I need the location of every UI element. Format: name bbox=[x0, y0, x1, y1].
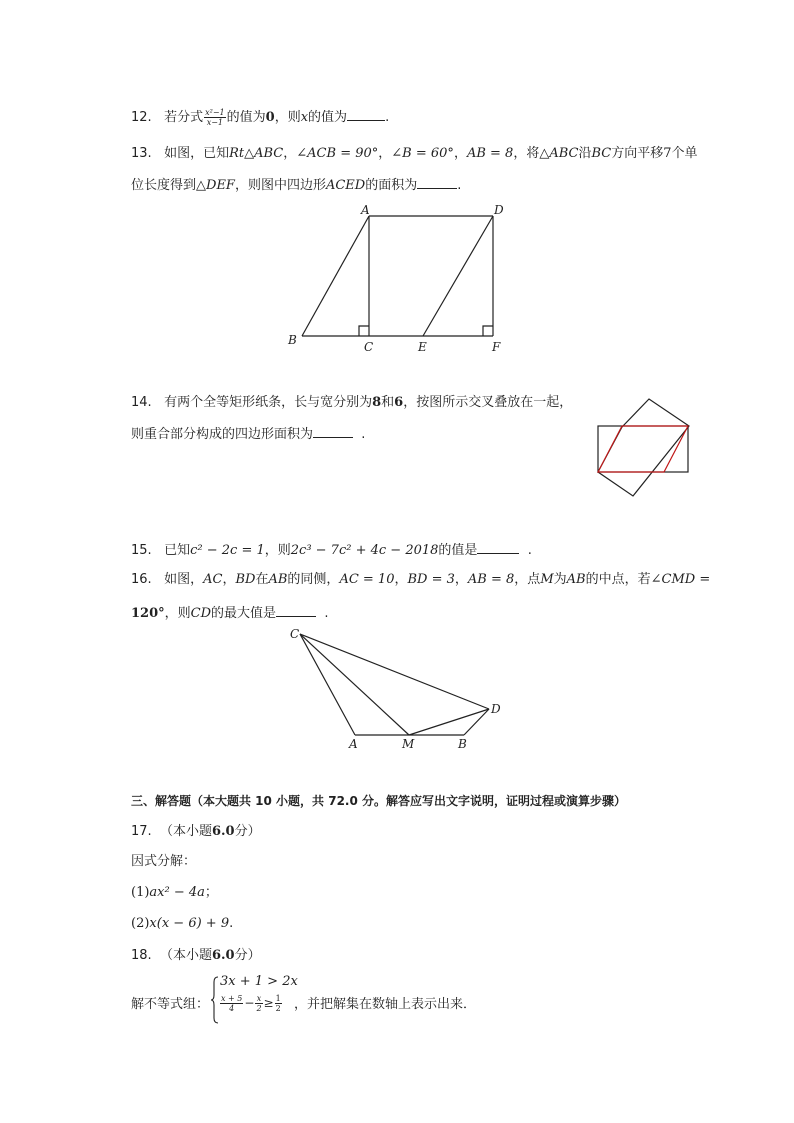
answer-blank bbox=[313, 425, 353, 438]
label-b: B bbox=[288, 333, 297, 347]
figure-14 bbox=[590, 392, 700, 504]
segment-ab bbox=[302, 216, 369, 336]
question-12: 12. 若分式 $\frac{\text{x²−1}}{x-1}$ 的值为0，则x的值为 . bbox=[131, 108, 390, 127]
label-b: B bbox=[458, 737, 467, 751]
answer-blank bbox=[347, 108, 385, 121]
question-17-part-2: (2)x(x − 6) + 9. bbox=[131, 916, 234, 931]
label-d: D bbox=[494, 203, 504, 217]
answer-blank bbox=[276, 604, 316, 617]
segment-ca bbox=[300, 634, 355, 735]
fraction: $\frac{\text{x²−1}}{x-1}$ bbox=[205, 108, 225, 127]
right-angle-mark-c bbox=[359, 326, 369, 336]
question-number: 17. bbox=[131, 824, 152, 839]
question-13-line-2: 位长度得到△DEF，则图中四边形ACED的面积为 . bbox=[131, 178, 462, 193]
label-m: M bbox=[402, 737, 415, 751]
overlap-quadrilateral bbox=[598, 426, 688, 472]
question-16-line-2: 120°，则CD的最大值是 . bbox=[131, 606, 329, 621]
question-15: 15. 已知c² − 2c = 1，则2c³ − 7c² + 4c − 2018的值是 . bbox=[131, 543, 532, 558]
question-number: 16. bbox=[131, 572, 152, 587]
label-c: C bbox=[290, 627, 300, 641]
question-number: 12. bbox=[131, 110, 152, 125]
inequality-system bbox=[211, 974, 301, 1024]
question-17-part-1: (1)ax² − 4a； bbox=[131, 885, 218, 900]
answer-blank bbox=[417, 176, 457, 189]
left-brace bbox=[211, 976, 219, 1024]
label-a: A bbox=[349, 737, 358, 751]
rectangle-tilted bbox=[598, 399, 689, 496]
segment-cm bbox=[300, 634, 409, 735]
label-d: D bbox=[491, 702, 501, 716]
question-17-header: 17. （本小题6.0分） bbox=[131, 824, 261, 839]
question-number: 15. bbox=[131, 543, 152, 558]
label-f: F bbox=[492, 340, 501, 354]
question-17-task: 因式分解： bbox=[131, 854, 197, 869]
rectangle-horizontal bbox=[598, 426, 688, 472]
right-angle-mark-f bbox=[483, 326, 493, 336]
question-14-line-1: 14. 有两个全等矩形纸条，长与宽分别为8和6，按图所示交叉叠放在一起， bbox=[131, 395, 573, 410]
question-18-tail: ，并把解集在数轴上表示出来． bbox=[294, 997, 477, 1012]
segment-de bbox=[423, 216, 493, 336]
segment-cd bbox=[300, 634, 489, 709]
inequality-2: $\frac{x + 5}{4}$ − $\frac{x}{2}$ ≥ $\frac{1}{2}$ bbox=[221, 994, 281, 1013]
label-c: C bbox=[364, 340, 374, 354]
question-16-line-1: 16. 如图，AC，BD在AB的同侧，AC = 10，BD = 3，AB = 8，点M为AB的中点，若∠CMD = bbox=[131, 572, 711, 587]
figure-16 bbox=[282, 620, 512, 755]
question-18-task: 解不等式组： bbox=[131, 997, 210, 1012]
question-number: 13. bbox=[131, 146, 152, 161]
question-14-line-2: 则重合部分构成的四边形面积为 . bbox=[131, 427, 366, 442]
question-number: 18. bbox=[131, 948, 152, 963]
inequality-1: 3x + 1 > 2x bbox=[220, 974, 298, 989]
question-13-line-1: 13. 如图，已知Rt△ABC，∠ACB = 90°，∠B = 60°，AB = 8，将△ABC沿BC方向平移7个单 bbox=[131, 146, 698, 161]
question-18-header: 18. （本小题6.0分） bbox=[131, 948, 261, 963]
label-a: A bbox=[361, 203, 370, 217]
label-e: E bbox=[418, 340, 427, 354]
question-number: 14. bbox=[131, 395, 152, 410]
section-heading: 三、解答题（本大题共 10 小题，共 72.0 分。解答应写出文字说明，证明过程或演算步骤） bbox=[131, 794, 627, 808]
figure-13 bbox=[280, 200, 510, 360]
answer-blank bbox=[477, 541, 519, 554]
